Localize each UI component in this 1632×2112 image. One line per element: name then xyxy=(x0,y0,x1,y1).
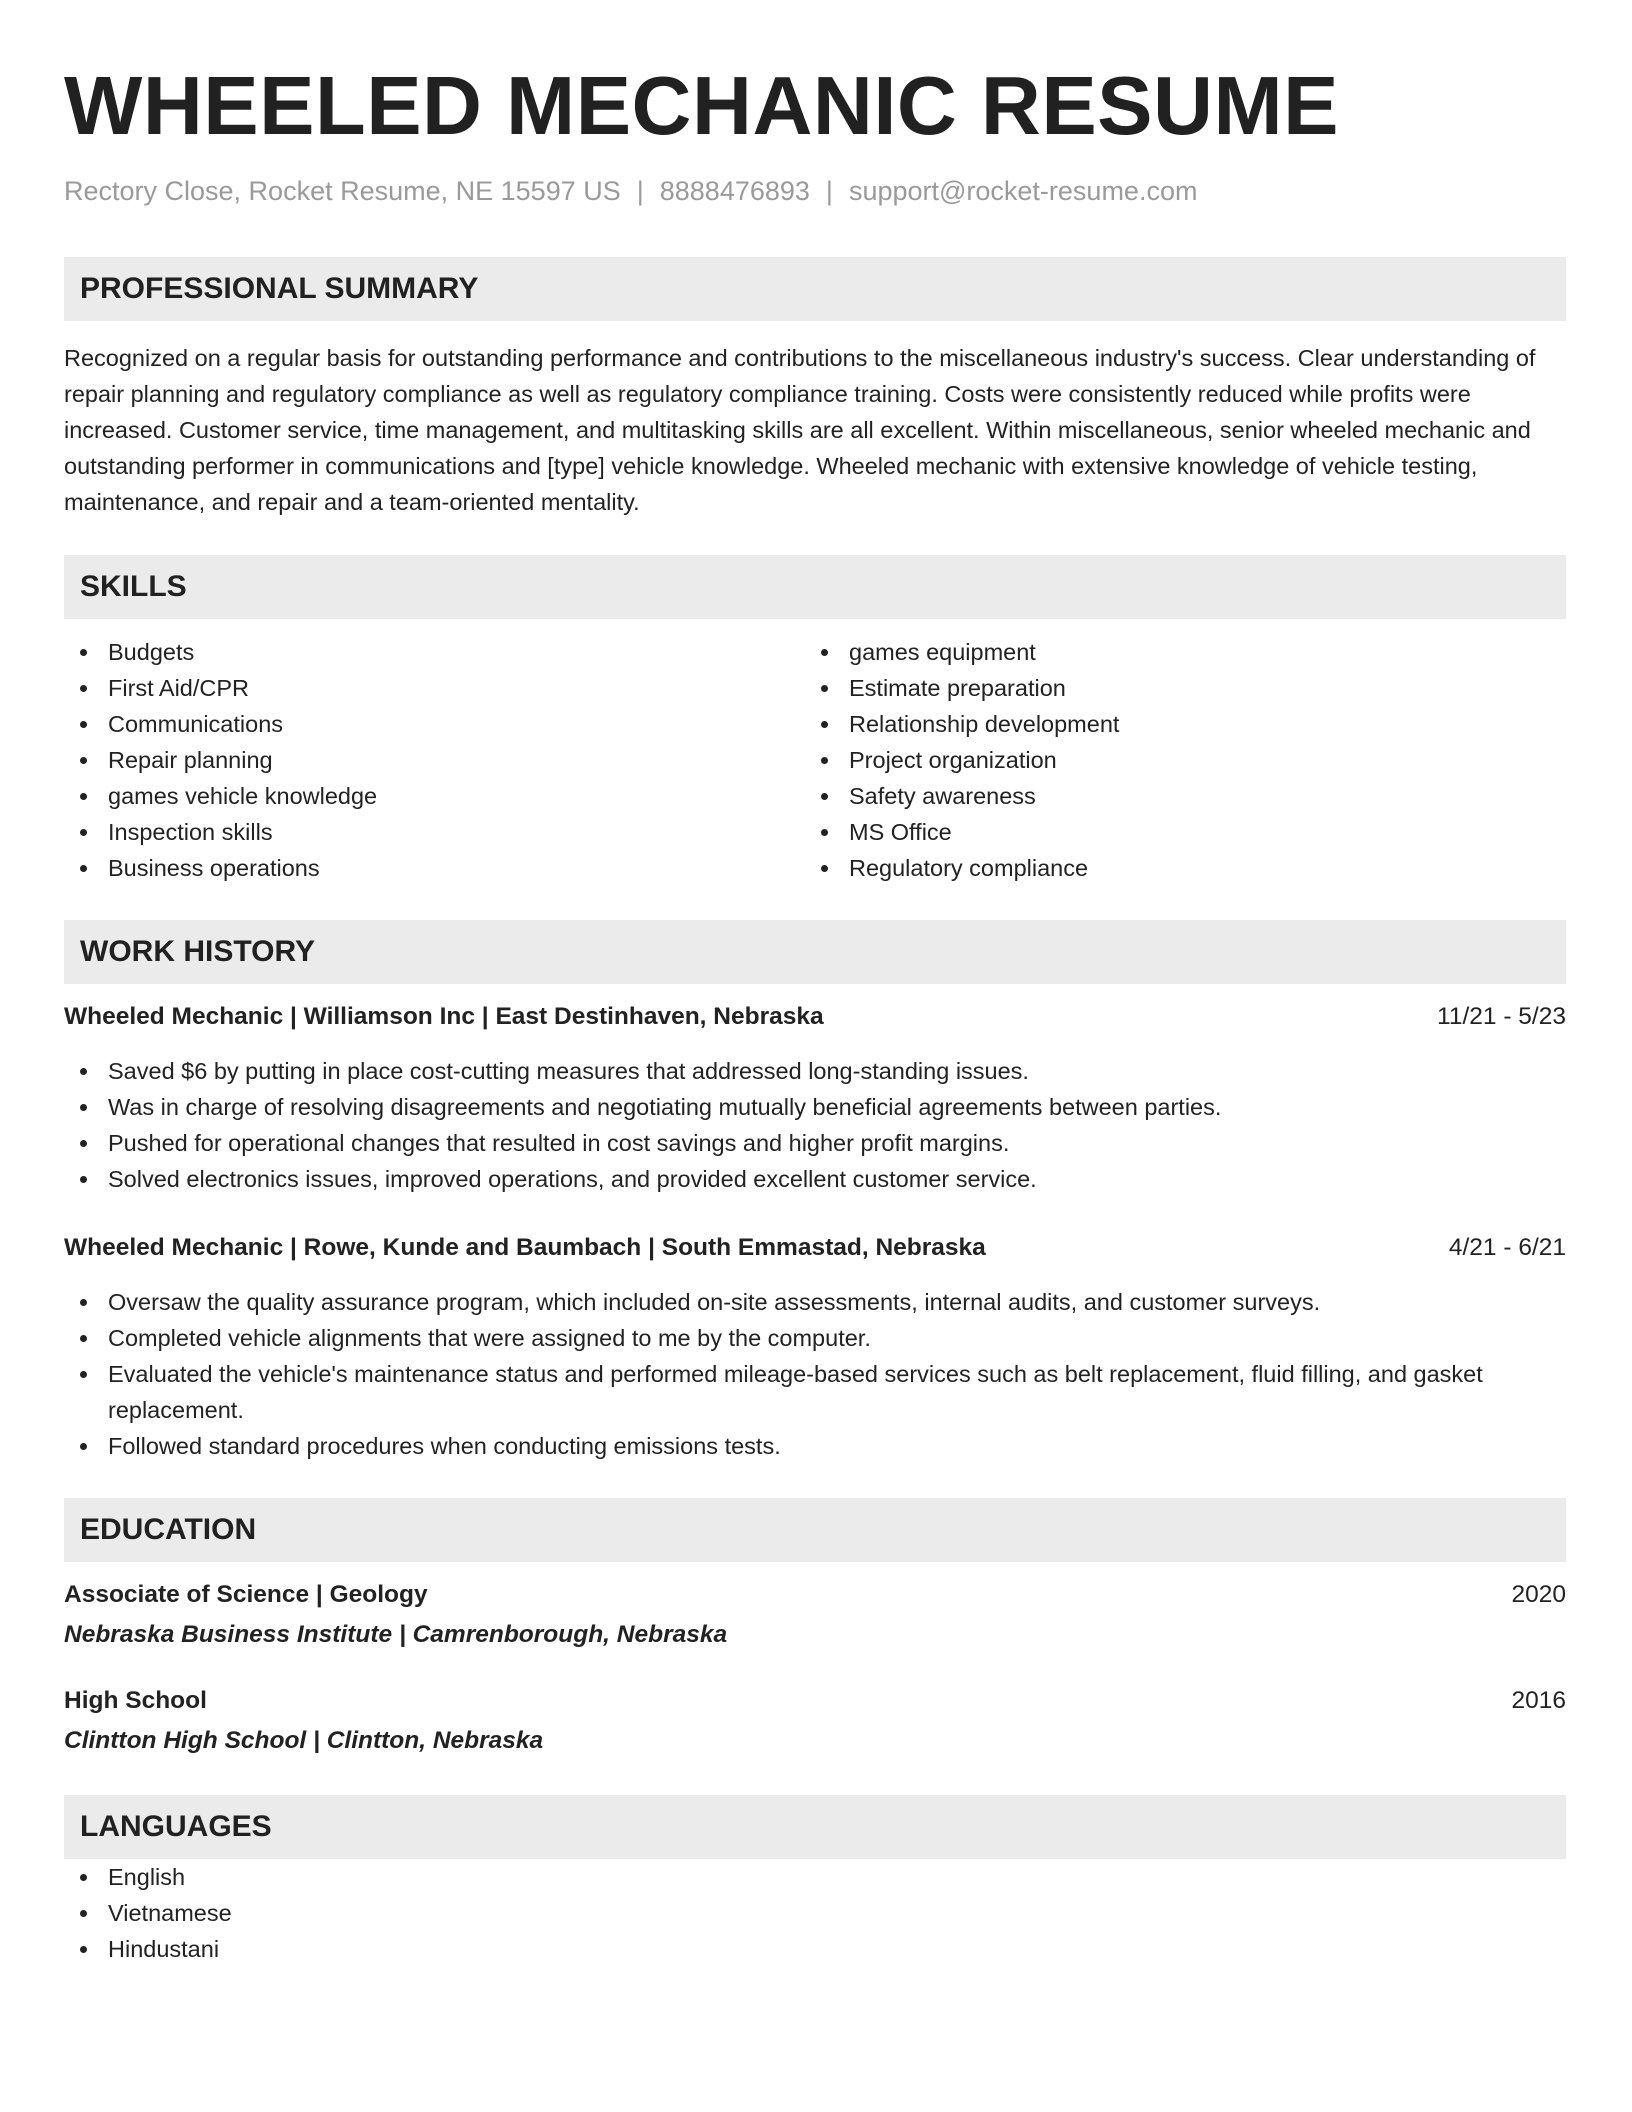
skill-item: Relationship development xyxy=(805,706,1546,742)
resume-page xyxy=(64,0,1566,1967)
skill-item: First Aid/CPR xyxy=(64,670,805,706)
section-header-summary: PROFESSIONAL SUMMARY xyxy=(64,257,1566,321)
job-entry xyxy=(64,999,1566,1197)
page-title: WHEELED MECHANIC RESUME xyxy=(64,59,1339,152)
skill-item: Communications xyxy=(64,706,805,742)
skills-column-left xyxy=(64,634,805,886)
skills-grid xyxy=(64,634,1566,886)
job-bullet: Completed vehicle alignments that were assigned to me by the computer. xyxy=(64,1320,1566,1356)
education-school: Nebraska Business Institute | Camrenborough, Nebraska xyxy=(64,1621,728,1648)
education-degree: Associate of Science | Geology xyxy=(64,1581,428,1608)
skills-column-right xyxy=(805,634,1546,886)
job-bullet: Oversaw the quality assurance program, which included on-site assessments, internal audits, and customer surveys. xyxy=(64,1284,1566,1320)
section-header-skills: SKILLS xyxy=(64,555,1566,619)
language-item: Vietnamese xyxy=(64,1895,1566,1931)
education-entry xyxy=(64,1683,1566,1759)
education-year: 2016 xyxy=(1511,1687,1566,1714)
language-list xyxy=(64,1859,1566,1967)
education-school: Clintton High School | Clintton, Nebraska xyxy=(64,1727,544,1754)
education-year: 2020 xyxy=(1511,1581,1566,1608)
summary-text: Recognized on a regular basis for outstanding performance and contributions to the miscellaneous industry's success. Clear understanding of repair planning and regulatory compliance as well as regulatory compliance training. Costs were consistently reduced while profits were increased. Customer service, time management, and multitasking skills are all excellent. Within miscellaneous, senior wheeled mechanic and outstanding performer in communications and [type] vehicle knowledge. Wheeled mechanic with extensive knowledge of vehicle testing, maintenance, and repair and a team-oriented mentality. xyxy=(64,345,1536,515)
section-header-work-history: WORK HISTORY xyxy=(64,920,1566,984)
skill-item: games vehicle knowledge xyxy=(64,778,805,814)
contact-line xyxy=(64,174,1566,208)
skill-item: Inspection skills xyxy=(64,814,805,850)
skill-item: Safety awareness xyxy=(805,778,1546,814)
contact-phone: 8888476893 xyxy=(659,176,810,206)
job-entry xyxy=(64,1230,1566,1464)
job-bullet: Solved electronics issues, improved operations, and provided excellent customer service. xyxy=(64,1161,1566,1197)
education-entry xyxy=(64,1577,1566,1653)
skill-item: Repair planning xyxy=(64,742,805,778)
education-header xyxy=(64,1577,1566,1613)
job-title: Wheeled Mechanic | Rowe, Kunde and Baumbach | South Emmastad, Nebraska xyxy=(64,1234,986,1261)
language-item: English xyxy=(64,1859,1566,1895)
skill-item: Estimate preparation xyxy=(805,670,1546,706)
contact-address: Rectory Close, Rocket Resume, NE 15597 US xyxy=(64,176,621,206)
job-dates: 11/21 - 5/23 xyxy=(1437,1003,1566,1030)
skill-item: Project organization xyxy=(805,742,1546,778)
skill-item: Budgets xyxy=(64,634,805,670)
job-header xyxy=(64,999,1566,1035)
language-item: Hindustani xyxy=(64,1931,1566,1967)
skill-item: Business operations xyxy=(64,850,805,886)
job-bullet: Pushed for operational changes that resulted in cost savings and higher profit margins. xyxy=(64,1125,1566,1161)
job-bullet: Followed standard procedures when conducting emissions tests. xyxy=(64,1428,1566,1464)
job-bullet: Evaluated the vehicle's maintenance status and performed mileage-based services such as belt replacement, fluid filling, and gasket replacement. xyxy=(64,1356,1566,1428)
job-bullet: Saved $6 by putting in place cost-cutting measures that addressed long-standing issues. xyxy=(64,1053,1566,1089)
job-dates: 4/21 - 6/21 xyxy=(1448,1234,1566,1261)
section-header-languages: LANGUAGES xyxy=(64,1795,1566,1859)
contact-email: support@rocket-resume.com xyxy=(848,176,1198,206)
education-header xyxy=(64,1683,1566,1719)
skill-item: MS Office xyxy=(805,814,1546,850)
skill-item: Regulatory compliance xyxy=(805,850,1546,886)
job-title: Wheeled Mechanic | Williamson Inc | East Destinhaven, Nebraska xyxy=(64,1003,824,1030)
section-header-education: EDUCATION xyxy=(64,1498,1566,1562)
education-degree: High School xyxy=(64,1687,207,1714)
job-header xyxy=(64,1230,1566,1266)
job-bullet: Was in charge of resolving disagreements and negotiating mutually beneficial agreements between parties. xyxy=(64,1089,1566,1125)
contact-separator: | xyxy=(636,176,644,206)
skill-item: games equipment xyxy=(805,634,1546,670)
contact-separator: | xyxy=(825,176,833,206)
